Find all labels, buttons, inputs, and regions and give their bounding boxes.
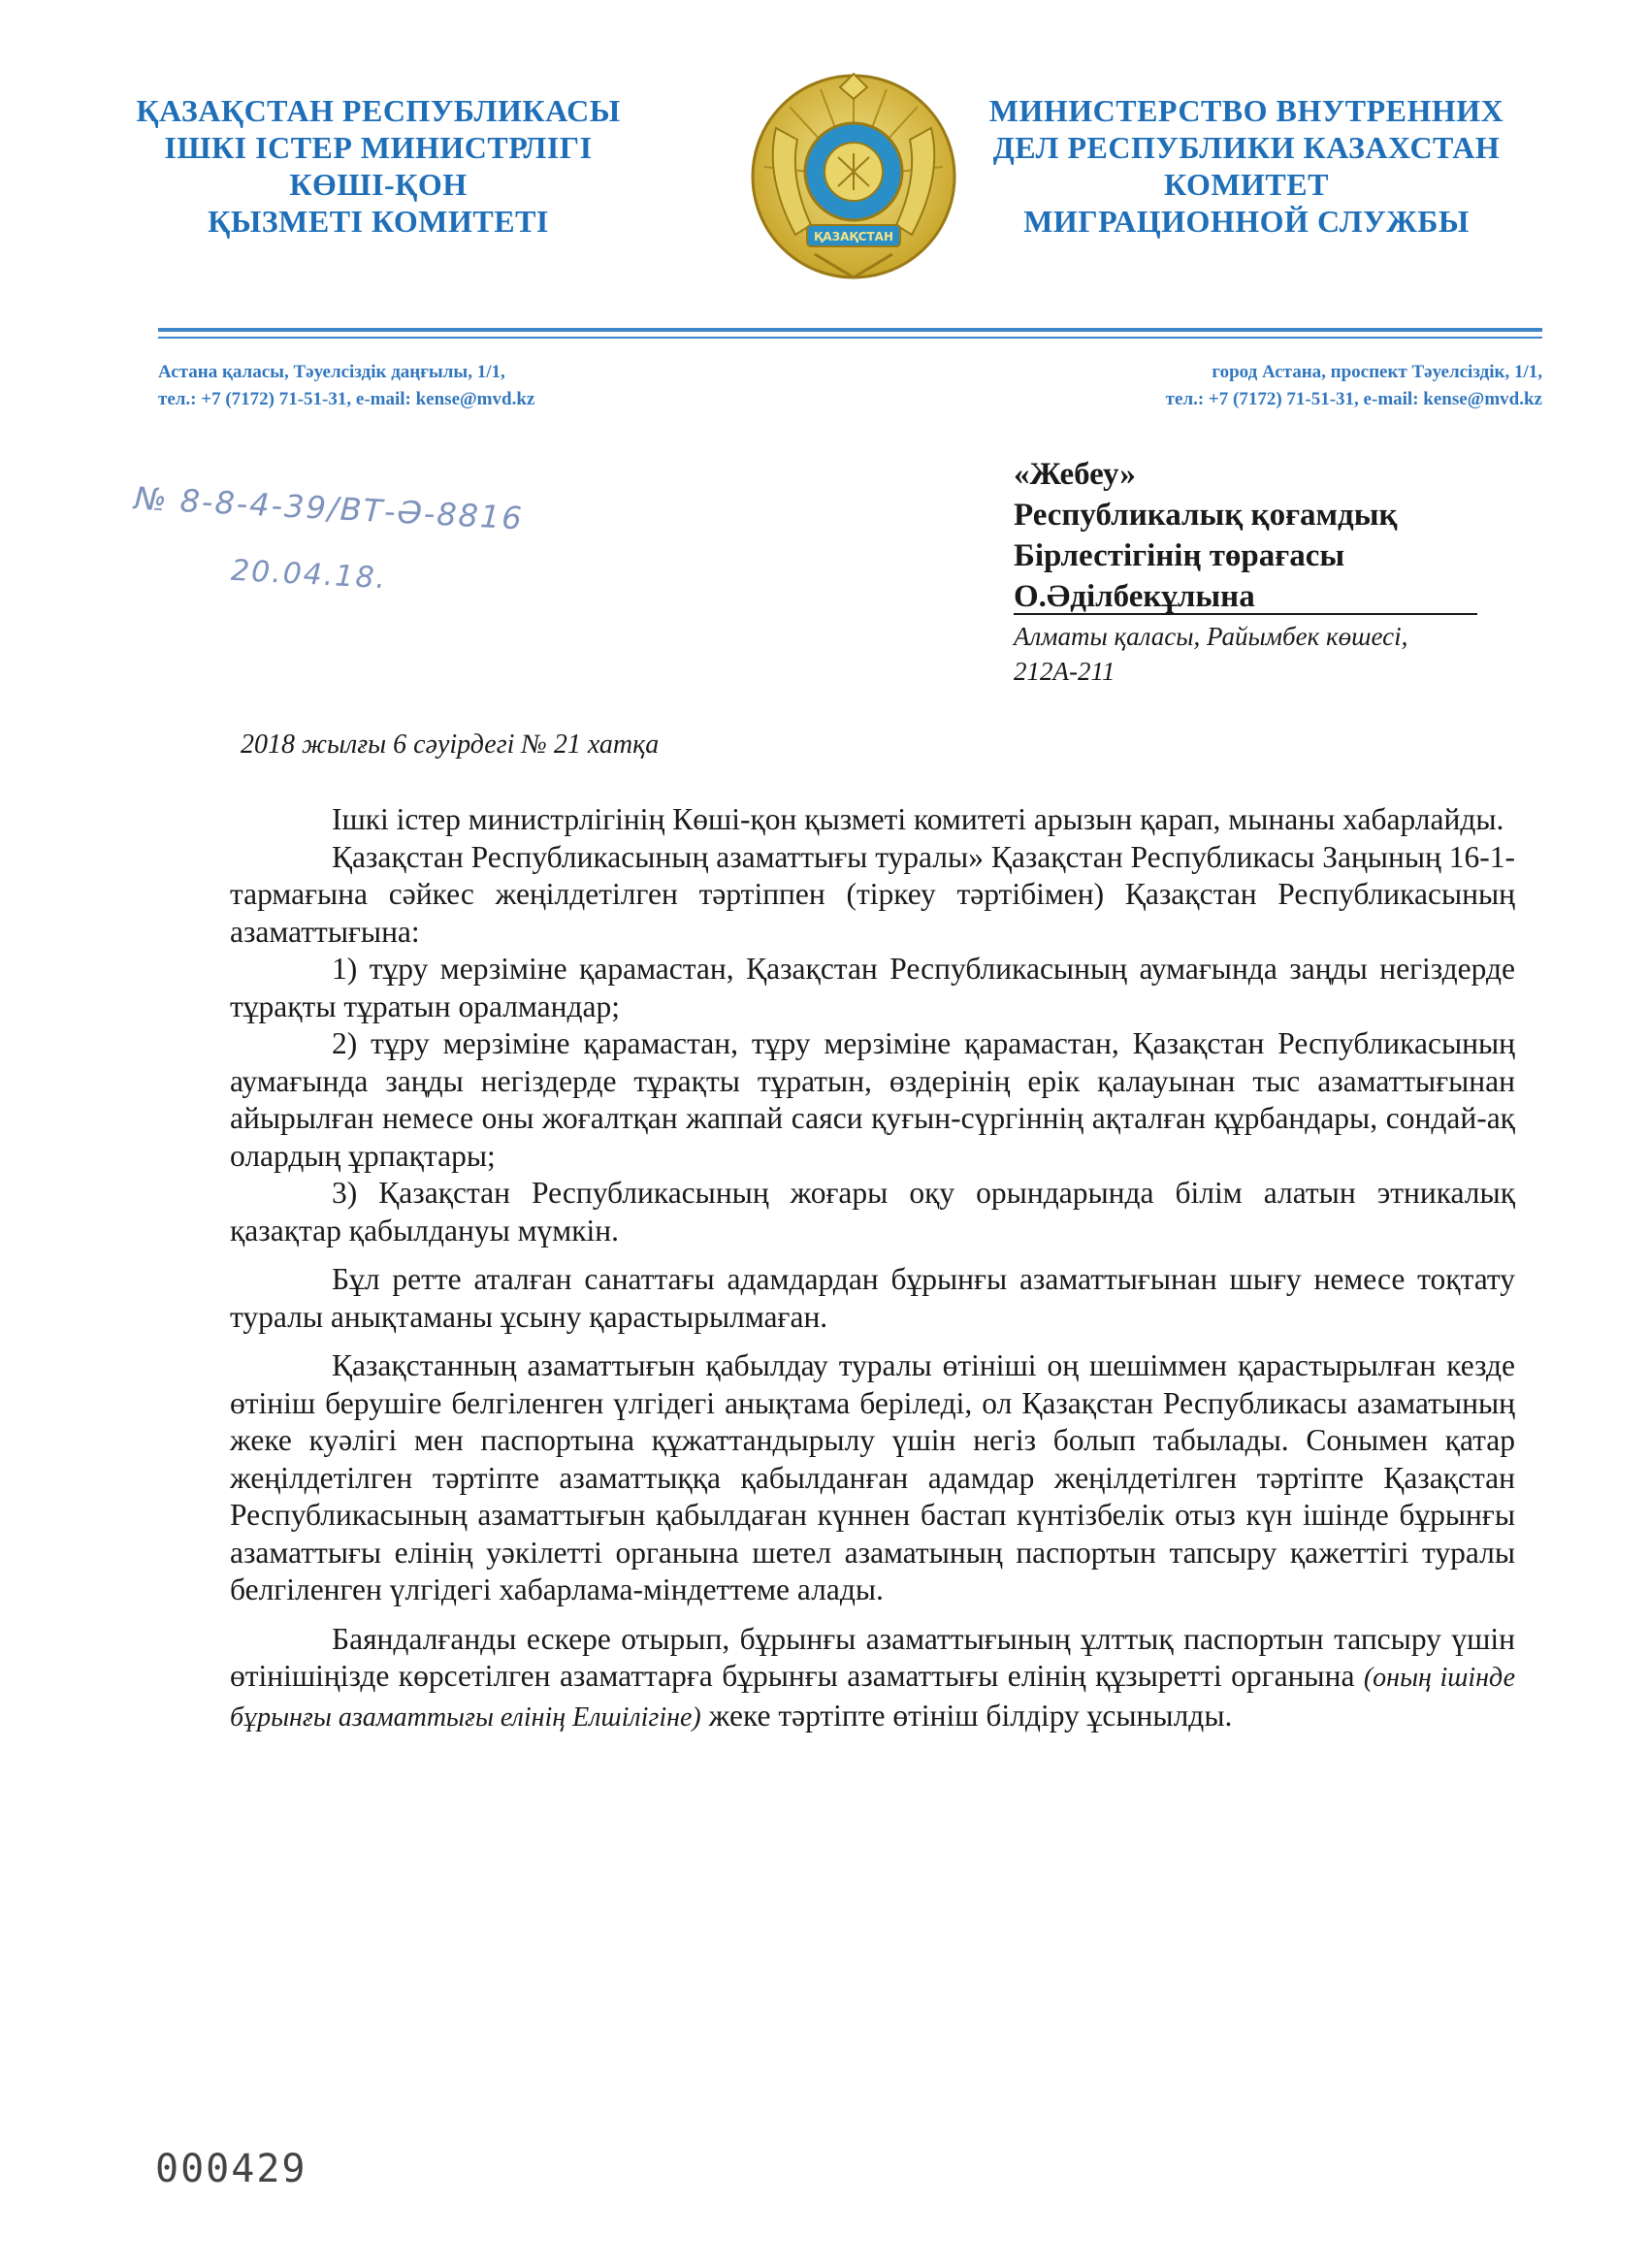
header-kz bbox=[107, 92, 650, 240]
header-kz-line: ҚЫЗМЕТІ КОМИТЕТІ bbox=[208, 204, 549, 239]
header-kz-line: ІШКІ ІСТЕР МИНИСТРЛІГІ bbox=[164, 130, 593, 165]
paragraph: 3) Қазақстан Республикасының жоғары оқу орындарында білім алатын этникалық қазақтар қабылдануы мүмкін. bbox=[230, 1176, 1515, 1247]
header-ru-line: МИГРАЦИОННОЙ СЛУЖБЫ bbox=[1023, 204, 1470, 239]
paragraph: 2) тұру мерзіміне қарамастан, тұру мерзіміне қарамастан, Қазақстан Республикасының аумағында заңды негіздерде тұрақты тұратын, өздерінің ерік қалауынан тыс азаматтығынан айырылған немесе оны жоғалтқан жаппай саяси қуғын-сүргіннің ақталған құрбандары, сондай-ақ олардың ұрпақтары; bbox=[230, 1026, 1515, 1173]
letter-body bbox=[230, 801, 1515, 1736]
address-ru bbox=[1166, 359, 1542, 413]
paragraph: Қазақстан Республикасының азаматтығы туралы» Қазақстан Республикасы Заңының 16-1-тармағына сәйкес жеңілдетілген тәртіппен (тіркеу тәртібімен) Қазақстан Республикасының азаматтығына: bbox=[230, 839, 1515, 949]
address-ru-line2: тел.: +7 (7172) 71-51-31, e-mail: kense@mvd.kz bbox=[1165, 389, 1542, 409]
header-rule-thin bbox=[158, 337, 1542, 339]
header-rule-thick bbox=[158, 328, 1542, 332]
paragraph: Бұл ретте аталған санаттағы адамдардан бұрынғы азаматтығынан шығу немесе тоқтату туралы анықтаманы ұсыну қарастырылмаған. bbox=[230, 1262, 1515, 1334]
recipient-name: О.Әділбекұлына bbox=[1014, 579, 1255, 614]
paragraph bbox=[230, 1621, 1515, 1737]
registration-number: № 8-8-4-39/ВТ-Ә-8816 bbox=[133, 479, 525, 537]
address-kz-line1: Астана қаласы, Тәуелсіздік даңғылы, 1/1, bbox=[158, 362, 505, 382]
recipient-line3: Бірлестігінің төрағасы bbox=[1014, 538, 1345, 573]
paragraph-text: жеке тәртіпте өтініш білдіру ұсынылды. bbox=[708, 1698, 1233, 1733]
recipient-line1: «Жебеу» bbox=[1014, 457, 1136, 492]
header-ru-line: ДЕЛ РЕСПУБЛИКИ КАЗАХСТАН bbox=[992, 130, 1501, 165]
header-kz-line: КӨШІ-ҚОН bbox=[289, 167, 468, 202]
paragraph: Қазақстанның азаматтығын қабылдау туралы өтініші оң шешіммен қарастырылған кезде өтініш берушіге белгіленген үлгідегі анықтама беріледі, ол Қазақстан Республикасы азаматының жеке куәлігі мен паспортына құжаттандырылу үшін негіз болып табылады. Сонымен қатар жеңілдетілген тәртіпте азаматтыққа қабылданған адамдар жеңілдетілген тәртіпте Қазақстан Республикасының азаматтығын қабылдаған күннен бастап күнтізбелік отыз күн ішінде бұрынғы азаматтығы елінің уәкілетті органына шетел азаматының паспортын тапсыру қажеттігі туралы белгіленген үлгідегі хабарлама-міндеттеме алады. bbox=[230, 1348, 1515, 1606]
recipient-address-line1: Алматы қаласы, Райымбек көшесі, bbox=[1014, 622, 1408, 651]
paragraph: Ішкі істер министрлігінің Көші-қон қызметі комитеті арызын қарап, мынаны хабарлайды. bbox=[332, 802, 1504, 836]
header-ru-line: КОМИТЕТ bbox=[1164, 167, 1329, 202]
state-emblem bbox=[747, 70, 960, 283]
registration-date: 20.04.18. bbox=[230, 553, 388, 597]
address-kz bbox=[158, 359, 534, 413]
header-kz-line: ҚАЗАҚСТАН РЕСПУБЛИКАСЫ bbox=[136, 93, 621, 128]
recipient-line2: Республикалық қоғамдық bbox=[1014, 498, 1398, 533]
paragraph: 1) тұру мерзіміне қарамастан, Қазақстан Республикасының аумағында заңды негіздерде тұрақты тұратын оралмандар; bbox=[230, 952, 1515, 1023]
paragraph-italic-note: (оның ішінде бұрынғы азаматтығы елінің Елшілігіне) bbox=[230, 1663, 1515, 1733]
header-ru-line: МИНИСТЕРСТВО ВНУТРЕННИХ bbox=[988, 93, 1504, 128]
address-ru-line1: город Астана, проспект Тәуелсіздік, 1/1, bbox=[1212, 362, 1542, 382]
address-kz-line2: тел.: +7 (7172) 71-51-31, e-mail: kense@mvd.kz bbox=[158, 389, 535, 409]
recipient-address-line2: 212А-211 bbox=[1014, 657, 1116, 686]
document-serial-number: 000429 bbox=[155, 2147, 307, 2191]
recipient-block bbox=[1014, 454, 1518, 689]
paragraph-text: Баяндалғанды ескере отырып, бұрынғы азаматтығының ұлттық паспортын тапсыру үшін өтінішіңізде көрсетілген азаматтарға бұрынғы азаматтығы елінің құзыретті органына bbox=[230, 1621, 1515, 1693]
reference-line: 2018 жылғы 6 сәуірдегі № 21 хатқа bbox=[241, 729, 660, 760]
header-ru bbox=[975, 92, 1518, 240]
emblem-label: ҚАЗАҚСТАН bbox=[813, 230, 894, 243]
